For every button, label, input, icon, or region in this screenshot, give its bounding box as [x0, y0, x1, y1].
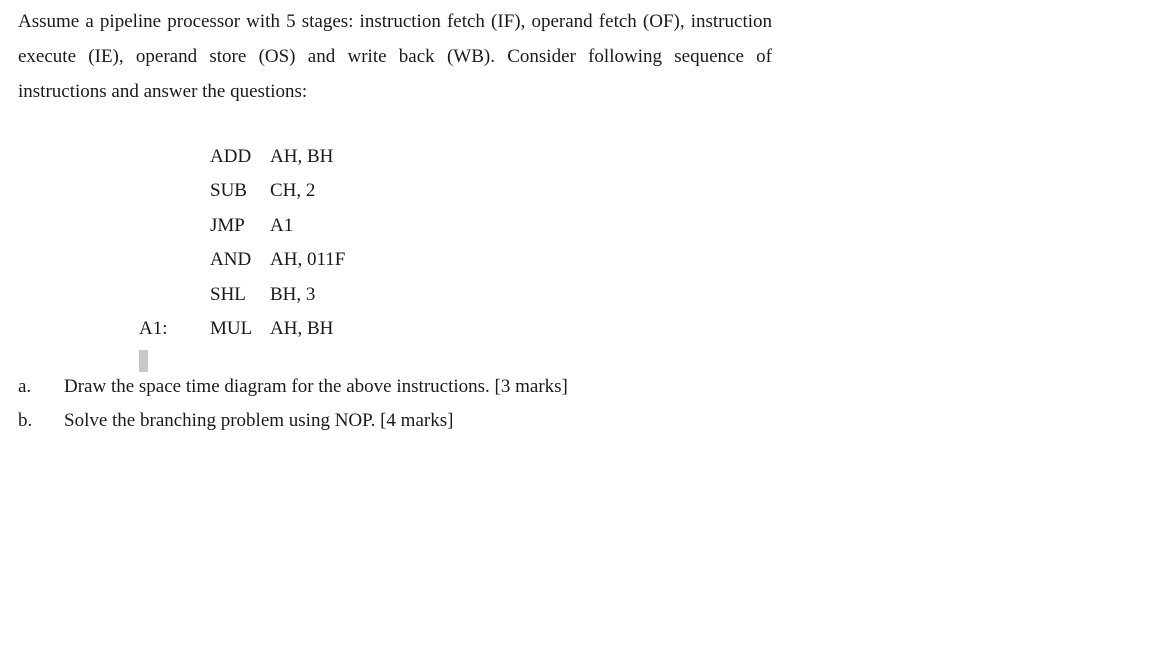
instruction-operands: AH, 011F [270, 249, 346, 270]
instruction-row [0, 212, 400, 240]
text-cursor[interactable] [139, 350, 148, 372]
instruction-label: A1: [139, 318, 168, 339]
question-letter: a. [18, 376, 32, 397]
instruction-operands: AH, BH [270, 318, 334, 339]
problem-statement: Assume a pipeline processor with 5 stages: instruction fetch (IF), operand fetch (OF), instruction execute (IE), operand store (OS) and write back (WB). Consider following sequence of instructions and answer the questions: [18, 11, 772, 102]
instruction-opcode: SHL [210, 284, 246, 305]
instruction-row [0, 281, 400, 309]
question-text: Solve the branching problem using NOP. [4 marks] [64, 410, 454, 431]
instruction-operands: AH, BH [270, 146, 334, 167]
question-item [18, 407, 718, 435]
instruction-opcode: AND [210, 249, 252, 270]
instruction-opcode: MUL [210, 318, 253, 339]
question-letter: b. [18, 410, 33, 431]
instruction-operands: CH, 2 [270, 180, 316, 201]
instruction-opcode: SUB [210, 180, 247, 201]
instruction-row [0, 246, 400, 274]
question-item [18, 373, 718, 401]
instruction-operands: A1 [270, 215, 294, 236]
instruction-row [0, 315, 400, 343]
instruction-operands: BH, 3 [270, 284, 316, 305]
instruction-opcode: JMP [210, 215, 245, 236]
instruction-row [0, 177, 400, 205]
instruction-opcode: ADD [210, 146, 252, 167]
question-text: Draw the space time diagram for the above instructions. [3 marks] [64, 376, 568, 397]
instruction-row [0, 143, 400, 171]
